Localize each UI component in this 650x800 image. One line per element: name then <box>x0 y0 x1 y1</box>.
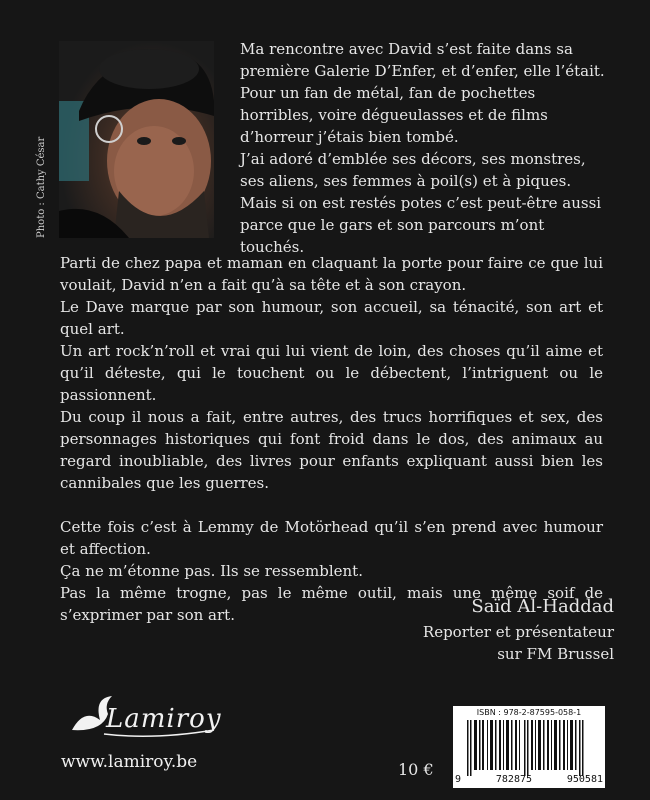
author-role: Reporter et présentateur <box>422 623 614 641</box>
price: 10 € <box>398 760 434 779</box>
intro-paragraph: Pour un fan de métal, fan de pochettes horribles, voire dégueulasses et de films d’horreur j’étais bien tombé. <box>240 84 548 146</box>
intro-text <box>240 38 610 258</box>
publisher-website: www.lamiroy.be <box>61 752 198 772</box>
intro-paragraph: J’ai adoré d’emblée ses décors, ses monstres, ses aliens, ses femmes à poil(s) et à piques. <box>240 150 586 190</box>
barcode-digit-lead: 9 <box>455 774 462 785</box>
isbn-barcode <box>453 706 605 788</box>
author-station: sur FM Brussel <box>497 645 614 663</box>
intro-paragraph: Mais si on est restés potes c’est peut-être aussi parce que le gars et son parcours m’ont touchés. <box>240 194 602 256</box>
author-photo <box>59 41 214 238</box>
body-paragraph: Ça ne m’étonne pas. Ils se ressemblent. <box>60 562 363 580</box>
body-paragraph: Pas la même trogne, pas le même outil, mais une même soif de s’exprimer par son art. <box>60 584 603 624</box>
main-text <box>60 252 603 626</box>
publisher-logo <box>64 690 234 744</box>
body-paragraph: Le Dave marque par son humour, son accueil, sa ténacité, son art et quel art. <box>60 298 603 338</box>
photo-credit: Photo : Cathy César <box>36 136 47 238</box>
barcode-icon <box>461 720 597 776</box>
publisher-logo-text: Lamiroy <box>106 704 222 734</box>
body-paragraph: Du coup il nous a fait, entre autres, des trucs horrifiques et sex, des personnages historiques qui font froid dans le dos, des animaux au regard inoubliable, des livres pour enfants expliquant aussi bien les cannibales que les guerres. <box>60 408 603 492</box>
signature-block <box>423 593 614 665</box>
isbn-label: ISBN : 978-2-87595-058-1 <box>476 708 582 717</box>
body-paragraph: Cette fois c’est à Lemmy de Motörhead qu’il s’en prend avec humour et affection. <box>60 518 603 558</box>
barcode-digits-left: 782875 <box>495 774 533 785</box>
barcode-digits-right: 950581 <box>566 774 603 785</box>
body-paragraph: Parti de chez papa et maman en claquant la porte pour faire ce que lui voulait, David n’en a fait qu’à sa tête et à son crayon. <box>60 254 603 294</box>
intro-paragraph: Ma rencontre avec David s’est faite dans sa première Galerie D’Enfer, et d’enfer, elle l’était. <box>240 40 605 80</box>
barcode-digits <box>455 774 603 785</box>
body-paragraph: Un art rock’n’roll et vrai qui lui vient de loin, des choses qu’il aime et qu’il déteste, qui le touchent ou le débectent, l’intriguent ou le passionnent. <box>60 342 603 404</box>
paragraph-spacer <box>60 494 603 516</box>
author-name: Saïd Al-Haddad <box>471 596 614 617</box>
